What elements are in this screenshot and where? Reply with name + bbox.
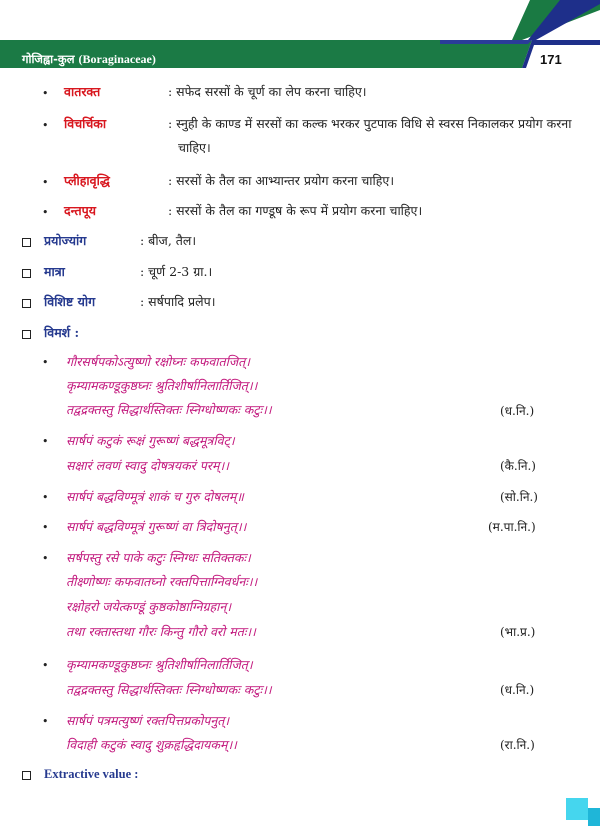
bullet-icon: •: [42, 119, 49, 132]
shloka-line: सार्षपं बद्धविण्मूत्रं शाकं च गुरु दोषलम्॥: [66, 489, 244, 504]
shloka-line: सार्षपं कटुकं रूक्षं गुरूष्णं बद्धमूत्रविट्।: [66, 433, 235, 448]
shloka-source: (सो.नि.): [500, 490, 538, 504]
shloka-line: गौरसर्षपकोऽत्युष्णो रक्षोघ्नः कफवातजित्।: [66, 354, 251, 369]
shloka-line: सर्षपस्तु रसे पाके कटुः स्निग्धः सतिक्तकः।: [66, 550, 251, 565]
checkbox-bullet-icon: [22, 771, 31, 780]
shloka-line: सार्षपं पत्रमत्युष्णं रक्तपित्तप्रकोपनुत्।: [66, 713, 230, 728]
checkbox-bullet-icon: [22, 299, 31, 308]
bullet-icon: •: [42, 491, 49, 504]
chapter-title: गोजिह्वा-कुल (Boraginaceae): [22, 52, 156, 66]
shloka-source: (कै.नि.): [500, 459, 536, 473]
section-term: मात्रा: [44, 264, 65, 279]
extractive-value-heading: Extractive value :: [44, 767, 139, 781]
section-term: विमर्श :: [44, 325, 80, 340]
shloka-source: (ध.नि.): [500, 404, 535, 418]
shloka-line: तीक्ष्णोष्णः कफवातघ्नो रक्तपित्ताग्निवर्धनः।।: [66, 574, 258, 589]
corner-decoration: [566, 798, 588, 820]
section-desc: : चूर्ण 2-3 ग्रा.।: [140, 264, 213, 279]
section-desc: : बीज, तैल।: [140, 233, 197, 248]
shloka-line: सक्षारं लवणं स्वादु दोषत्रयकरं परम्।।: [66, 458, 229, 473]
bullet-icon: •: [42, 552, 49, 565]
use-desc-cont: चाहिए।: [178, 140, 211, 155]
bullet-icon: •: [42, 176, 49, 189]
checkbox-bullet-icon: [22, 330, 31, 339]
use-item: दन्तपूय: [64, 203, 96, 218]
shloka-line: तथा रक्तास्तथा गौरः किन्तु गौरो वरो मतः।।: [66, 624, 256, 639]
use-desc: : सफेद सरसों के चूर्ण का लेप करना चाहिए।: [168, 84, 367, 99]
bullet-icon: •: [42, 206, 49, 219]
corner-stripes: [500, 0, 600, 45]
shloka-line: कृम्यामकण्डूकुष्ठघ्नः श्रुतिशीर्षानिलार्तिजित्।।: [66, 378, 258, 393]
use-item: प्लीहावृद्धि: [64, 173, 110, 188]
use-desc: : स्नुही के काण्ड में सरसों का कल्क भरकर पुटपाक विधि से स्वरस निकालकर प्रयोग करना: [168, 116, 572, 131]
shloka-line: सार्षपं बद्धविण्मूत्रं गुरूष्णं वा त्रिदोषनुत्।।: [66, 519, 247, 534]
bullet-icon: •: [42, 715, 49, 728]
shloka-line: कृम्यामकण्डूकुष्ठघ्नः श्रुतिशीर्षानिलार्तिजित्।: [66, 657, 253, 672]
bullet-icon: •: [42, 87, 49, 100]
bullet-icon: •: [42, 659, 49, 672]
checkbox-bullet-icon: [22, 238, 31, 247]
bullet-icon: •: [42, 521, 49, 534]
shloka-source: (म.पा.नि.): [488, 520, 536, 534]
section-term: प्रयोज्यांग: [44, 233, 87, 248]
use-desc: : सरसों के तैल का गण्डूष के रूप में प्रयोग करना चाहिए।: [168, 203, 423, 218]
shloka-line: तद्वद्रक्तस्तु सिद्धार्थस्तिक्तः स्निग्धोष्णकः कटुः।।: [66, 682, 272, 697]
section-term: विशिष्ट योग: [44, 294, 96, 309]
checkbox-bullet-icon: [22, 269, 31, 278]
shloka-source: (रा.नि.): [500, 738, 535, 752]
corner-decoration: [588, 808, 600, 826]
bullet-icon: •: [42, 356, 49, 369]
bullet-icon: •: [42, 435, 49, 448]
use-item: विचर्चिका: [64, 116, 107, 131]
shloka-line: तद्वद्रक्तस्तु सिद्धार्थस्तिक्तः स्निग्धोष्णकः कटुः।।: [66, 402, 272, 417]
use-desc: : सरसों के तैल का आभ्यान्तर प्रयोग करना चाहिए।: [168, 173, 395, 188]
shloka-line: विदाही कटुकं स्वादु शुक्रहृद्धिदायकम्।।: [66, 737, 237, 752]
use-item: वातरक्त: [64, 84, 101, 99]
shloka-line: रक्षोहरो जयेत्कण्डूं कुष्ठकोष्ठाग्निग्रहान्।: [66, 599, 232, 614]
page-number: 171: [540, 52, 562, 67]
shloka-source: (भा.प्र.): [500, 625, 536, 639]
section-desc: : सर्षपादि प्रलेप।: [140, 294, 216, 309]
shloka-source: (ध.नि.): [500, 683, 535, 697]
